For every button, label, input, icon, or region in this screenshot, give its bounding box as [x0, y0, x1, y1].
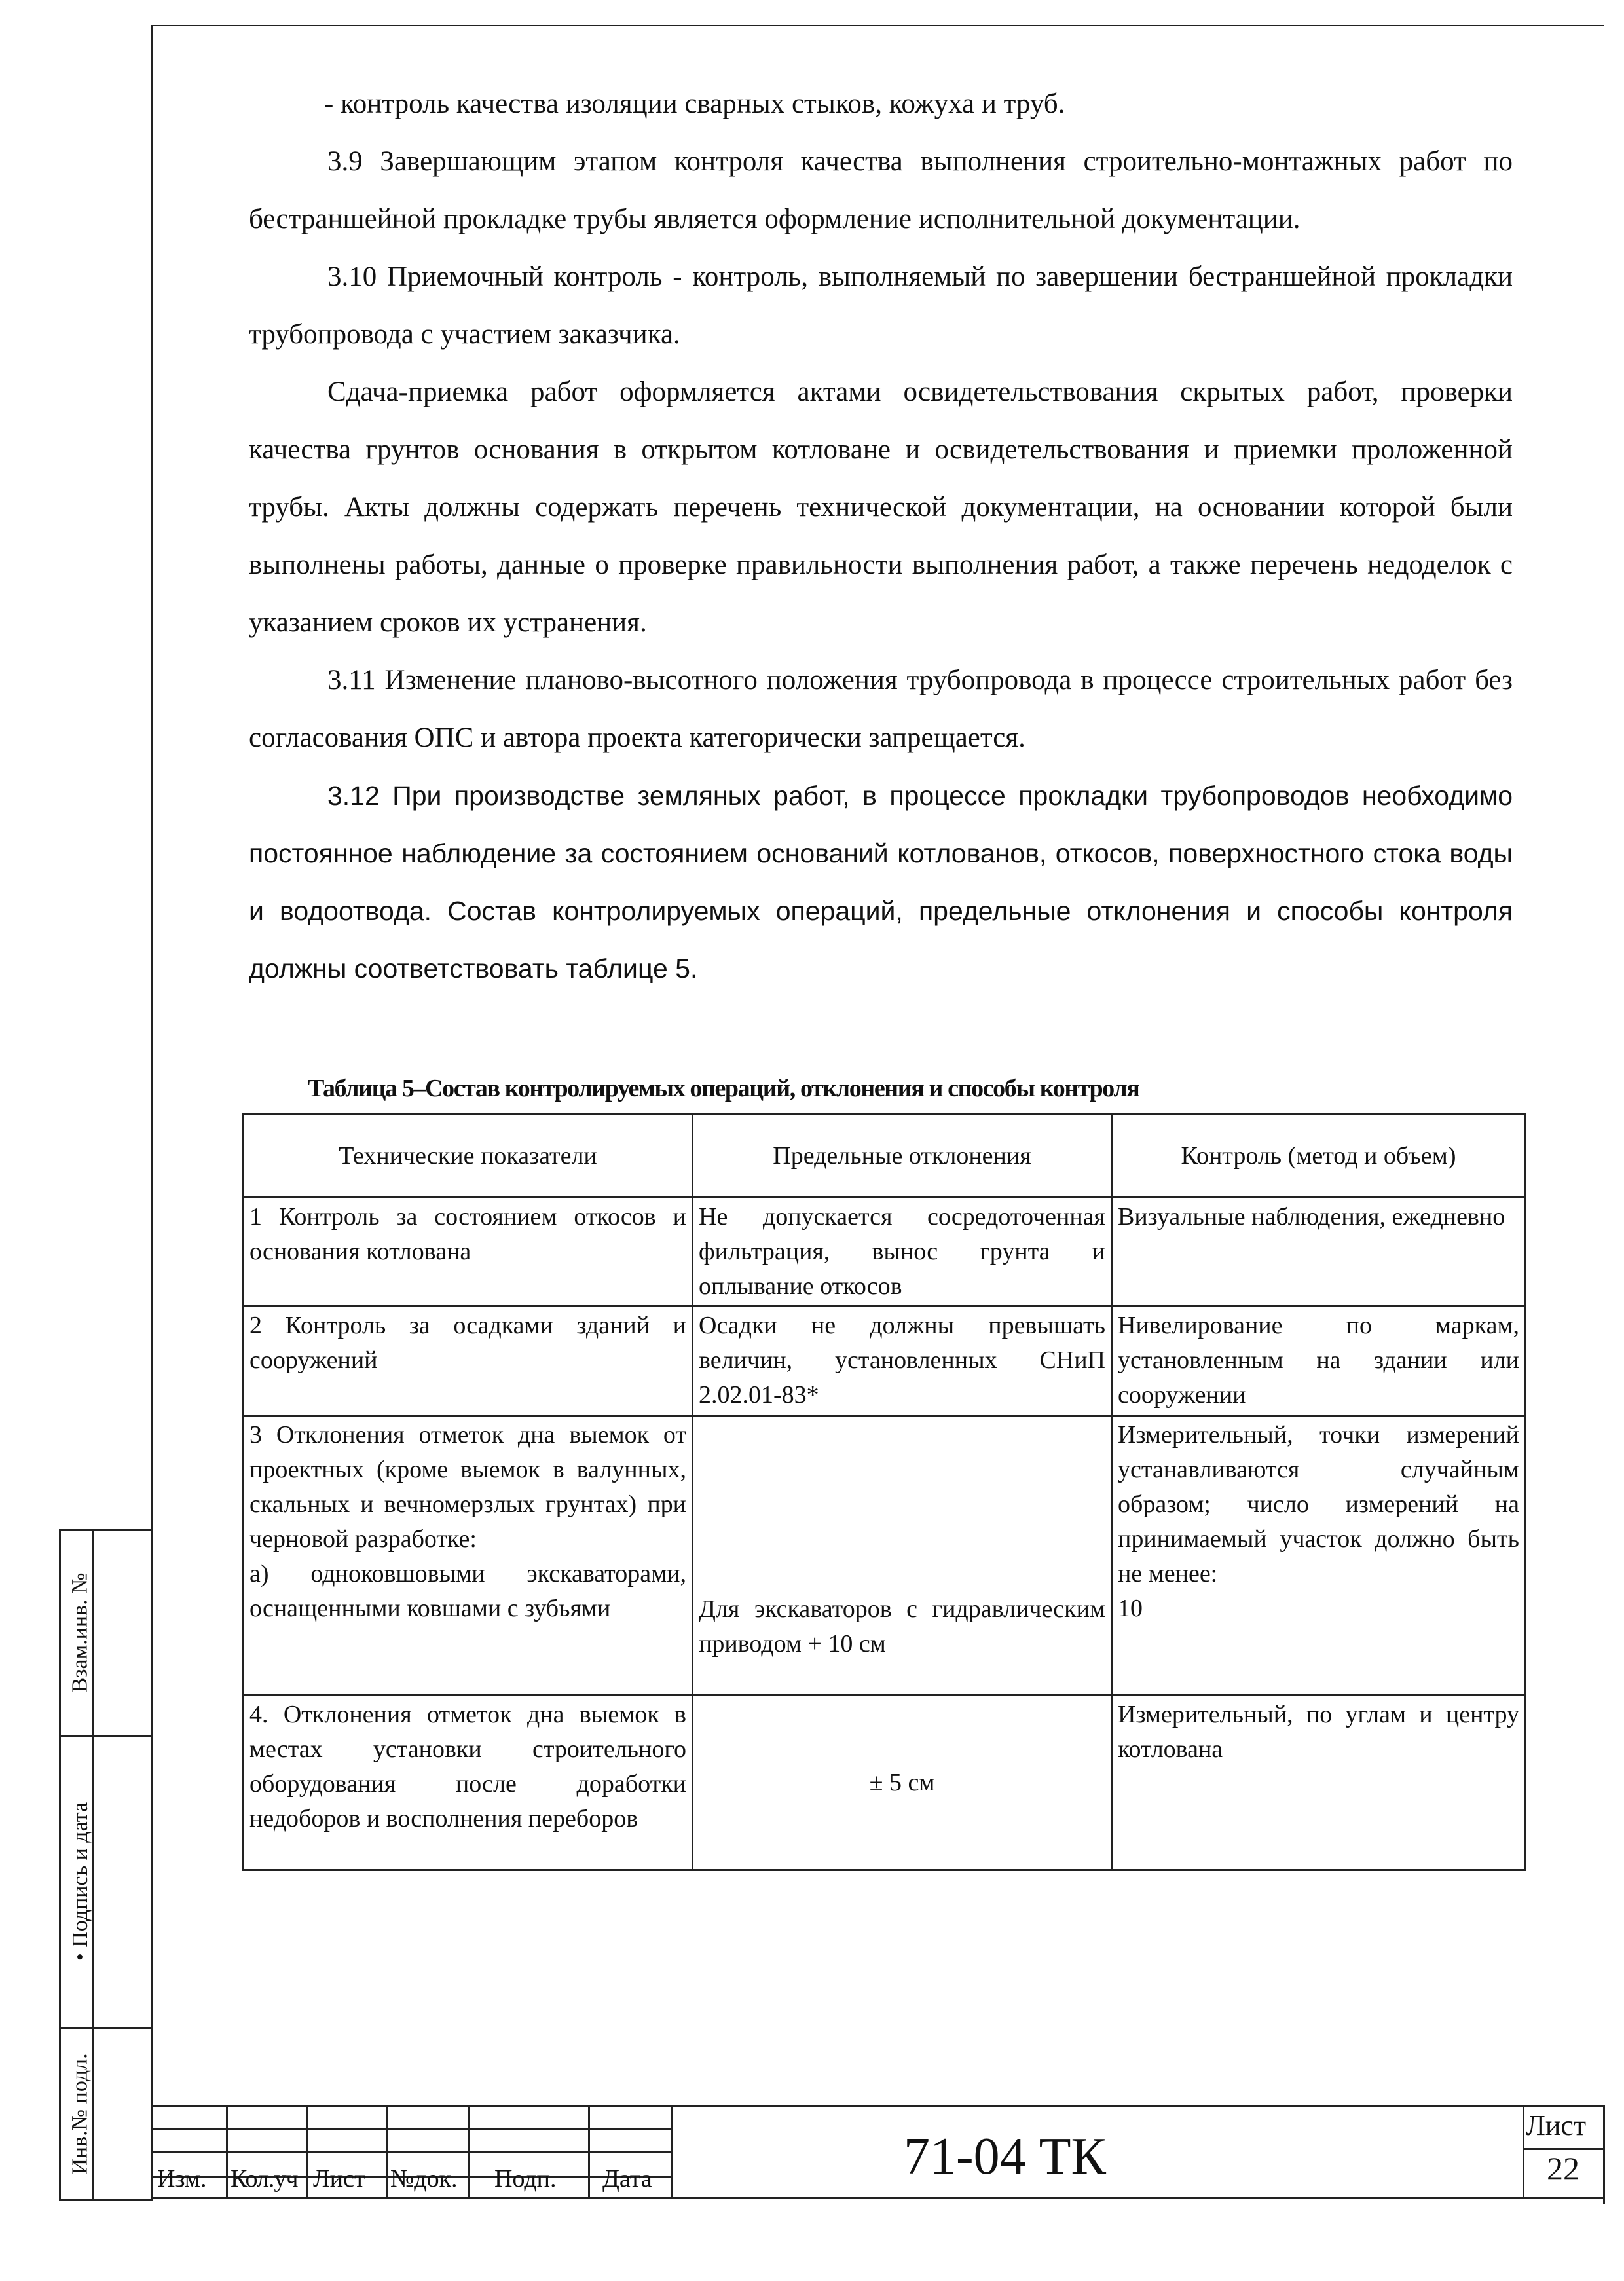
table-cell-text: 3 Отклонения отметок дна выемок от проектных (кроме выемок в валунных, скальных и вечномерзлых грунтах) при черновой разработке: [249, 1421, 686, 1553]
table-row [244, 1416, 1526, 1696]
title-block-grid-line [153, 2151, 673, 2153]
control-table [242, 1113, 1526, 1871]
table-header-row [244, 1115, 1526, 1198]
title-block-grid-line [386, 2105, 388, 2197]
table-cell-text: 10 [1118, 1595, 1143, 1622]
sheet-label: Лист [1526, 2109, 1587, 2142]
title-block-col-label: Изм. [157, 2165, 207, 2193]
title-block-grid-line [153, 2128, 673, 2130]
table-cell: 1 Контроль за состоянием откосов и основания котлована [244, 1198, 693, 1307]
table-row [244, 1307, 1526, 1416]
table-cell: ± 5 см [693, 1696, 1112, 1870]
side-stamp-label-signature: • Подпись и дата [68, 1802, 92, 1961]
table-cell: 4. Отклонения отметок дна выемок в местах установки строительного оборудования после доработки недоборов и восполнения переборов [244, 1696, 693, 1870]
frame-bottom-border [151, 2197, 1605, 2199]
table-cell-text: Измерительный, точки измерений устанавливаются случайным образом; число измерений на принимаемый участок должно быть не менее: [1118, 1421, 1519, 1587]
table-caption: Таблица 5–Состав контролируемых операций, отклонения и способы контроля [308, 1075, 1139, 1102]
paragraph: 3.10 Приемочный контроль - контроль, выполняемый по завершении бестраншейной прокладки трубопровода с участием заказчика. [249, 261, 1513, 350]
frame-right-border [1603, 2105, 1605, 2204]
sheet-number: 22 [1547, 2150, 1579, 2187]
side-stamp-label-inventory: Инв.№ подл. [68, 2052, 93, 2175]
table-cell: Для экскаваторов с гидравлическим приводом + 10 см [693, 1416, 1112, 1696]
table-cell: Визуальные наблюдения, ежедневно [1112, 1198, 1526, 1307]
title-block-grid-line [588, 2105, 590, 2197]
table-cell [1112, 1416, 1526, 1696]
table-cell: Осадки не должны превышать величин, установленных СНиП 2.02.01-83* [693, 1307, 1112, 1416]
table-cell-text: а) одноковшовыми экскаваторами, оснащенными ковшами с зубьями [249, 1560, 686, 1622]
paragraph: 3.9 Завершающим этапом контроля качества выполнения строительно-монтажных работ по бестраншейной прокладке трубы является оформление исполнительной документации. [249, 146, 1513, 234]
table-header-cell: Технические показатели [244, 1115, 693, 1198]
title-block-col-label: Кол.уч [231, 2165, 298, 2193]
side-stamp-label-replacement: Взам.инв. № [68, 1572, 93, 1693]
table-row [244, 1198, 1526, 1307]
frame-top-border [151, 25, 1604, 26]
title-block-col-label: Подп. [494, 2165, 557, 2193]
title-block-top-line [153, 2105, 1604, 2107]
paragraph: 3.12 При производстве земляных работ, в процессе прокладки трубопроводов необходимо постоянное наблюдение за состоянием оснований котлованов, откосов, поверхностного стока воды и водоотвода. Состав контролируемых операций, предельные отклонения и способы контроля должны соответствовать таблице 5. [249, 781, 1513, 984]
title-block-grid-line [306, 2105, 308, 2197]
table-cell: Не допускается сосредоточенная фильтрация, вынос грунта и оплывание откосов [693, 1198, 1112, 1307]
table-cell: 2 Контроль за осадками зданий и сооружений [244, 1307, 693, 1416]
side-stamp-separator [59, 2027, 151, 2029]
title-block-grid-line [226, 2105, 228, 2197]
document-code: 71-04 ТК [904, 2128, 1106, 2185]
paragraph: - контроль качества изоляции сварных стыков, кожуха и труб. [324, 88, 1065, 119]
title-block-col-label: Лист [313, 2165, 365, 2193]
title-block-col-label: Дата [602, 2165, 652, 2193]
table-header-cell: Предельные отклонения [693, 1115, 1112, 1198]
table-header-cell: Контроль (метод и объем) [1112, 1115, 1526, 1198]
paragraph: Сдача-приемка работ оформляется актами освидетельствования скрытых работ, проверки качества грунтов основания в открытом котловане и освидетельствования и приемки проложенной трубы. Акты должны содержать перечень технической документации, на основании которой были выполнены работы, данные о проверке правильности выполнения работ, а также перечень недоделок с указанием сроков их устранения. [249, 377, 1513, 638]
table-cell [244, 1416, 693, 1696]
table-cell: Нивелирование по маркам, установленным на здании или сооружении [1112, 1307, 1526, 1416]
title-block-grid-line [468, 2105, 470, 2197]
table-cell: Измерительный, по углам и центру котлована [1112, 1696, 1526, 1870]
side-stamp-separator [59, 1735, 151, 1737]
title-block-col-label: №док. [390, 2165, 458, 2193]
title-block-grid-line [671, 2105, 673, 2197]
document-body [249, 75, 1513, 997]
title-block-grid-line [1522, 2105, 1524, 2197]
table-row [244, 1696, 1526, 1870]
paragraph: 3.11 Изменение планово-высотного положения трубопровода в процессе строительных работ без согласования ОПС и автора проекта категорически запрещается. [249, 665, 1513, 753]
